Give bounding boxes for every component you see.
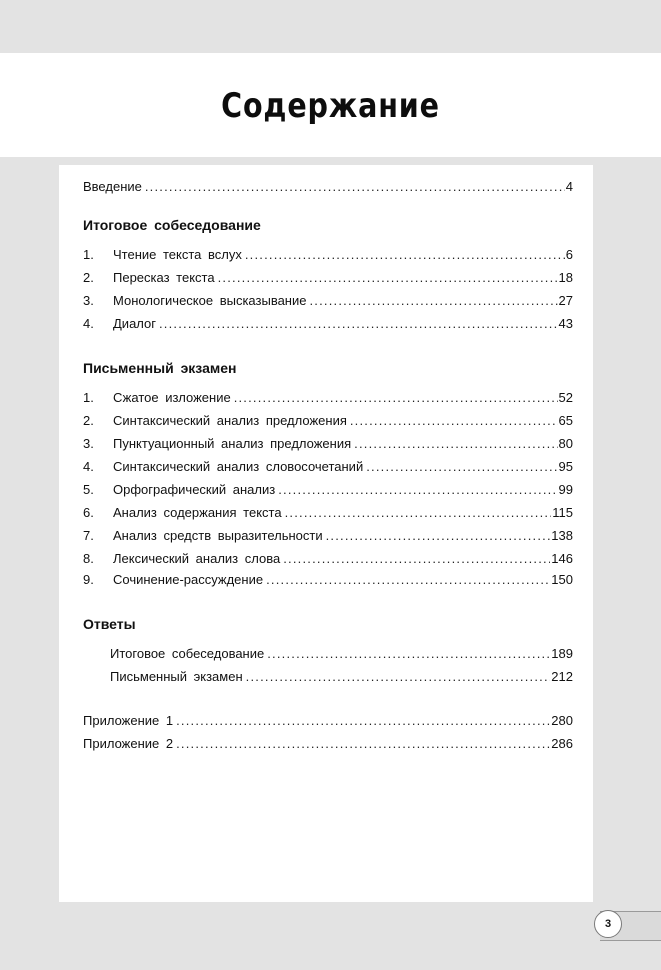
toc-entry-page: 146: [551, 551, 573, 566]
toc-entry-page: 286: [551, 736, 573, 751]
toc-entry-page: 6: [565, 247, 573, 262]
toc-entry-label: Диалог: [113, 316, 156, 331]
toc-entry: [83, 389, 573, 407]
toc-entry-page: 280: [551, 713, 573, 728]
toc-entry-label: Чтение текста вслух: [113, 247, 242, 262]
dot-leader: [234, 389, 558, 407]
toc-entry: [83, 527, 573, 545]
toc-entry-number: 6.: [83, 505, 94, 520]
dot-leader: [285, 504, 552, 522]
toc-entry: [83, 412, 573, 430]
toc-entry-number: 5.: [83, 482, 94, 497]
toc-entry-label: Письменный экзамен: [110, 669, 243, 684]
toc-entry-page: 99: [558, 482, 573, 497]
toc-entry-page: 4: [565, 179, 573, 194]
toc-entry-number: 3.: [83, 436, 94, 451]
toc-entry: [83, 481, 573, 499]
toc-entry-number: 9.: [83, 572, 94, 587]
toc-entry-number: 4.: [83, 459, 94, 474]
section-heading-written: Письменный экзамен: [83, 360, 237, 376]
toc-entry-page: 18: [558, 270, 573, 285]
dot-leader: [245, 246, 565, 264]
toc-entry-label: Введение: [83, 179, 142, 194]
toc-entry: [83, 435, 573, 453]
toc-entry-page: 95: [558, 459, 573, 474]
toc-entry: [83, 246, 573, 264]
dot-leader: [176, 735, 550, 753]
toc-entry-page: 80: [558, 436, 573, 451]
dot-leader: [350, 412, 558, 430]
toc-entry: [83, 504, 573, 522]
toc-entry-label: Монологическое высказывание: [113, 293, 307, 308]
section-heading-answers: Ответы: [83, 616, 136, 632]
toc-entry-label: Анализ содержания текста: [113, 505, 282, 520]
toc-entry: [83, 292, 573, 310]
dot-leader: [218, 269, 558, 287]
toc-entry: [110, 645, 573, 663]
toc-entry-label: Лексический анализ слова: [113, 551, 281, 566]
dot-leader: [354, 435, 557, 453]
toc-entry-page: 65: [558, 413, 573, 428]
toc-entry-label: Пунктуационный анализ предложения: [113, 436, 352, 451]
toc-entry-number: 1.: [83, 390, 94, 405]
toc-entry: [83, 315, 573, 333]
dot-leader: [159, 315, 558, 333]
toc-entry-label: Синтаксический анализ словосочетаний: [113, 459, 364, 474]
toc-entry-appendix: [83, 735, 573, 753]
toc-entry-page: 189: [551, 646, 573, 661]
toc-entry-appendix: [83, 712, 573, 730]
dot-leader: [326, 527, 551, 545]
page-number: 3: [594, 910, 622, 938]
toc-entry-label: Пересказ текста: [113, 270, 215, 285]
toc-entry-number: 7.: [83, 528, 94, 543]
toc-entry: [83, 571, 573, 589]
page-title: Содержание: [221, 86, 440, 126]
toc-entry-page: 27: [558, 293, 573, 308]
dot-leader: [145, 178, 565, 196]
toc-entry-intro: [83, 178, 573, 196]
dot-leader: [309, 292, 557, 310]
toc-entry-page: 138: [551, 528, 573, 543]
toc-entry: [110, 668, 573, 686]
toc-entry-number: 3.: [83, 293, 94, 308]
dot-leader: [176, 712, 550, 730]
section-heading-oral: Итоговое собеседование: [83, 217, 261, 233]
toc-entry-label: Анализ средств выразительности: [113, 528, 323, 543]
toc-entry-page: 212: [551, 669, 573, 684]
toc-entry: [83, 550, 573, 568]
toc-entry-number: 1.: [83, 247, 94, 262]
toc-entry-number: 4.: [83, 316, 94, 331]
toc-entry-label: Сочинение-рассуждение: [113, 572, 264, 587]
dot-leader: [267, 645, 550, 663]
toc-entry-label: Итоговое собеседование: [110, 646, 265, 661]
toc-entry: [83, 458, 573, 476]
dot-leader: [278, 481, 557, 499]
toc-entry-label: Орфографический анализ: [113, 482, 276, 497]
toc-entry-number: 8.: [83, 551, 94, 566]
dot-leader: [266, 571, 550, 589]
table-of-contents: [59, 165, 593, 902]
toc-entry-number: 2.: [83, 413, 94, 428]
toc-entry-label: Синтаксический анализ предложения: [113, 413, 347, 428]
toc-entry-number: 2.: [83, 270, 94, 285]
dot-leader: [283, 550, 550, 568]
dot-leader: [366, 458, 557, 476]
toc-entry: [83, 269, 573, 287]
toc-entry-page: 150: [551, 572, 573, 587]
toc-entry-page: 115: [552, 505, 573, 520]
toc-entry-page: 52: [558, 390, 573, 405]
toc-entry-label: Приложение 2: [83, 736, 174, 751]
dot-leader: [246, 668, 551, 686]
toc-entry-page: 43: [558, 316, 573, 331]
toc-entry-label: Сжатое изложение: [113, 390, 231, 405]
toc-entry-label: Приложение 1: [83, 713, 174, 728]
